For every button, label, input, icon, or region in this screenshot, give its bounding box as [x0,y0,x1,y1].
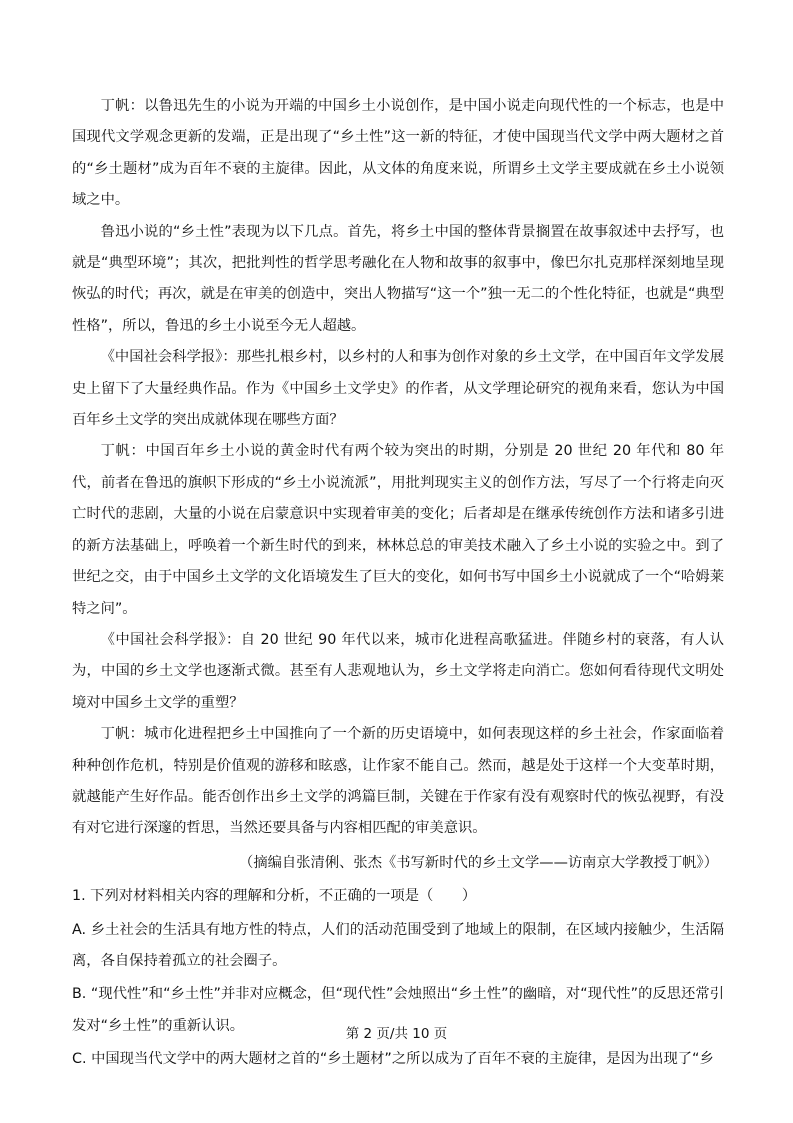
paragraph-2: 鲁迅小说的“乡土性”表现为以下几点。首先，将乡土中国的整体背景搁置在故事叙述中去抒写，也就是“典型环境”；其次，把批判性的哲学思考融化在人物和故事的叙事中，像巴尔扎克那样深刻地呈现恢弘的时代；再次，就是在审美的创造中，突出人物描写“这一个”独一无二的个性化特征，也就是“典型性格”，所以，鲁迅的乡土小说至今无人超越。 [72,223,724,334]
paragraph-6: 丁帆：城市化进程把乡土中国推向了一个新的历史语境中，如何表现这样的乡土社会，作家面临着种种创作危机，特别是价值观的游移和眩惑，让作家不能自己。然而，越是处于这样一个大变革时期，就越能产生好作品。能否创作出乡土文学的鸿篇巨制，关键在于作家有没有观察时代的恢弘视野，有没有对它进行深邃的哲思，当然还要具备与内容相匹配的审美意识。 [72,726,724,837]
option-b: B. “现代性”和“乡土性”并非对应概念，但“现代性”会烛照出“乡土性”的幽暗，对“现代性”的反思还常引发对“乡土性”的重新认识。 [72,986,724,1034]
document-body [72,91,724,1076]
option-a: A. 乡土社会的生活具有地方性的特点，人们的活动范围受到了地域上的限制，在区域内接触少，生活隔离，各自保持着孤立的社会圈子。 [72,921,724,969]
paragraph-3: 《中国社会科学报》：那些扎根乡村，以乡村的人和事为创作对象的乡土文学，在中国百年文学发展史上留下了大量经典作品。作为《中国乡土文学史》的作者，从文学理论研究的视角来看，您认为中国百年乡土文学的突出成就体现在哪些方面？ [72,349,724,429]
paragraph-1: 丁帆：以鲁迅先生的小说为开端的中国乡土小说创作，是中国小说走向现代性的一个标志，也是中国现代文学观念更新的发端，正是出现了“乡土性”这一新的特征，才使中国现当代文学中两大题材之首的“乡土题材”成为百年不衰的主旋律。因此，从文体的角度来说，所谓乡土文学主要成就在乡土小说领域之中。 [72,98,724,209]
source-citation: （摘编自张清俐、张杰《书写新时代的乡土文学——访南京大学教授丁帆》） [239,854,718,871]
paragraph-4: 丁帆：中国百年乡土小说的黄金时代有两个较为突出的时期，分别是 20 世纪 20 年代和 80 年代，前者在鲁迅的旗帜下形成的“乡土小说流派”，用批判现实主义的创作方法，写尽了一个行将走向灭亡时代的悲剧，大量的小说在启蒙意识中实现着审美的变化；后者却是在继承传统创作方法和诸多引进的新方法基础上，呼唤着一个新生时代的到来，林林总总的审美技术融入了乡土小说的实验之中。到了世纪之交，由于中国乡土文学的文化语境发生了巨大的变化，如何书写中国乡土小说就成了一个“哈姆莱特之问”。 [72,443,724,617]
page-number-footer: 第 2 页/共 10 页 [345,1026,448,1042]
paragraph-5: 《中国社会科学报》：自 20 世纪 90 年代以来，城市化进程高歌猛进。伴随乡村的衰落，有人认为，中国的乡土文学也逐渐式微。甚至有人悲观地认为，乡土文学将走向消亡。您如何看待现代文明处境对中国乡土文学的重塑？ [72,631,724,711]
option-c: C. 中国现当代文学中的两大题材之首的“乡土题材”之所以成为了百年不衰的主旋律，是因为出现了“乡 [72,1051,714,1068]
question-1: 1. 下列对材料相关内容的理解和分析，不正确的一项是（ ） [72,888,477,905]
